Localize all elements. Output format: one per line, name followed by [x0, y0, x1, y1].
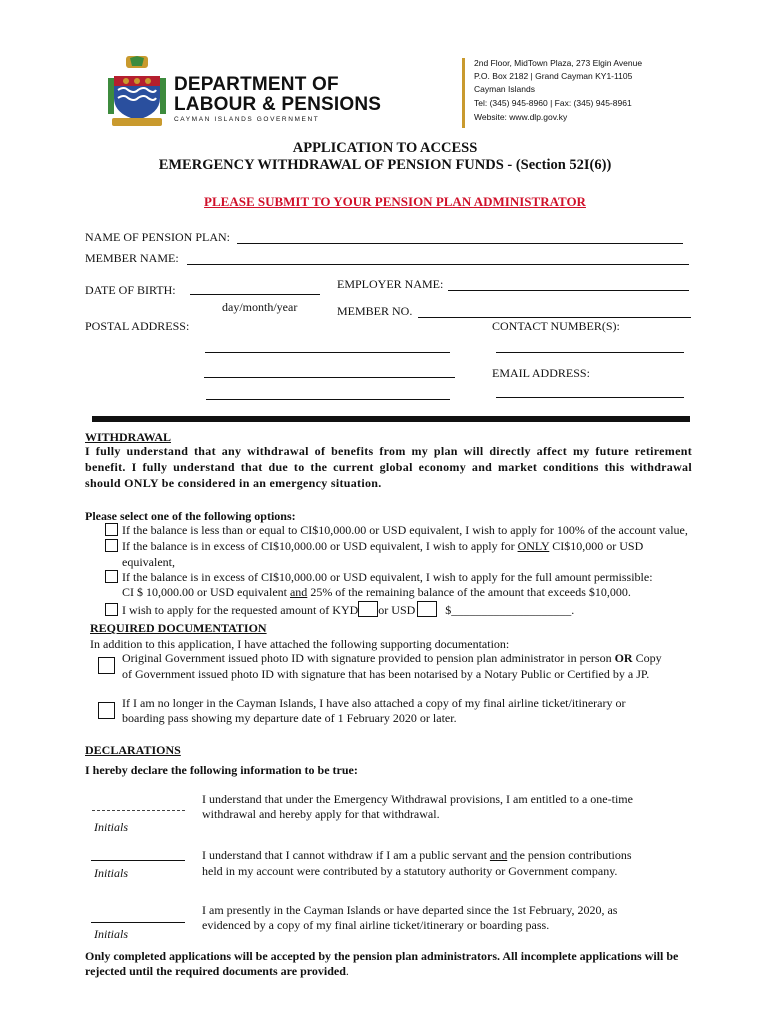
- declaration-2-text-b: the pension contributions: [507, 848, 632, 862]
- option-4-checkbox[interactable]: [105, 603, 118, 616]
- doc-2-checkbox[interactable]: [98, 702, 115, 719]
- option-3-continued: [122, 585, 631, 600]
- doc-1-text-b: Copy: [632, 651, 662, 665]
- department-subtitle: CAYMAN ISLANDS GOVERNMENT: [174, 116, 320, 123]
- department-name-line2: LABOUR & PENSIONS: [174, 94, 382, 115]
- employer-name-label: EMPLOYER NAME:: [337, 277, 444, 291]
- section-divider: [92, 416, 690, 422]
- withdrawal-heading: WITHDRAWAL: [85, 430, 172, 444]
- option-2-label: If the balance is in excess of CI$10,000.00 or USD equivalent, I wish to apply for: [122, 539, 518, 553]
- postal-address-field-2[interactable]: [204, 377, 455, 378]
- doc-1-text-a: Original Government issued photo ID with signature provided to pension plan administrator in person: [122, 651, 615, 665]
- pension-plan-field[interactable]: [237, 243, 683, 244]
- postal-address-label: POSTAL ADDRESS:: [85, 319, 190, 333]
- date-of-birth-hint: day/month/year: [222, 300, 298, 314]
- declarations-intro: I hereby declare the following information to be true:: [85, 763, 358, 777]
- doc-1-text-continued: of Government issued photo ID with signature that has been notarised by a Notary Public or Certified by a JP.: [122, 667, 650, 681]
- declaration-2-text-a: I understand that I cannot withdraw if I am a public servant: [202, 848, 490, 862]
- option-4-label: I wish to apply for the requested amount of KYD: [122, 603, 359, 617]
- declaration-2-and: and: [489, 848, 508, 862]
- doc-2-text: If I am no longer in the Cayman Islands, I have also attached a copy of my final airline ticket/itinerary or: [122, 696, 626, 710]
- email-address-label: EMAIL ADDRESS:: [492, 366, 590, 380]
- withdrawal-statement: I fully understand that any withdrawal of benefits from my plan will directly affect my future retirement benefit. I fully understand that due to the current global economy and market conditions this withdrawal should ONLY be considered in an emergency situation.: [85, 444, 692, 490]
- doc-1-text: [122, 651, 662, 666]
- member-name-label: MEMBER NAME:: [85, 251, 179, 265]
- email-address-field[interactable]: [496, 397, 684, 398]
- postal-address-field-1[interactable]: [205, 352, 450, 353]
- required-docs-intro: In addition to this application, I have attached the following supporting documentation:: [90, 637, 510, 651]
- initials-field-3[interactable]: [91, 922, 185, 923]
- options-heading: Please select one of the following options:: [85, 509, 296, 523]
- contact-number-field[interactable]: [496, 352, 684, 353]
- usd-amount-box[interactable]: [417, 601, 437, 617]
- option-3-label: If the balance is in excess of CI$10,000.00 or USD equivalent, I wish to apply for the full amount permissible:: [122, 570, 653, 584]
- option-3[interactable]: [105, 570, 653, 585]
- postal-address-field-3[interactable]: [206, 399, 450, 400]
- option-3-checkbox[interactable]: [105, 570, 118, 583]
- date-of-birth-label: DATE OF BIRTH:: [85, 283, 176, 297]
- option-3-text-b: 25% of the remaining balance of the amount that exceeds $10,000.: [307, 585, 631, 599]
- address-line1: 2nd Floor, MidTown Plaza, 273 Elgin Avenue: [474, 58, 643, 68]
- option-2-only: ONLY: [517, 539, 550, 553]
- option-1[interactable]: [105, 523, 688, 538]
- option-3-text-a: CI $ 10,000.00 or USD equivalent: [122, 585, 290, 599]
- pension-plan-label: NAME OF PENSION PLAN:: [85, 230, 231, 244]
- member-no-field[interactable]: [418, 317, 691, 318]
- option-3-and: and: [289, 585, 308, 599]
- kyd-amount-box[interactable]: [358, 601, 378, 617]
- phone-fax-line: Tel: (345) 945-8960 | Fax: (345) 945-8961: [474, 98, 632, 108]
- member-no-label: MEMBER NO.: [337, 304, 413, 318]
- option-2[interactable]: [105, 539, 643, 554]
- option-4-amount[interactable]: $____________________.: [445, 603, 575, 617]
- initials-field-2[interactable]: [91, 860, 185, 861]
- declarations-heading: DECLARATIONS: [85, 743, 181, 757]
- doc-2-text-continued: boarding pass showing my departure date of 1 February 2020 or later.: [122, 711, 457, 725]
- declaration-3-line1: I am presently in the Cayman Islands or have departed since the 1st February, 2020, as: [202, 903, 618, 917]
- declaration-3-line2: evidenced by a copy of my final airline ticket/itinerary or boarding pass.: [202, 918, 550, 932]
- initials-label-1: Initials: [94, 820, 129, 834]
- member-name-field[interactable]: [187, 264, 689, 265]
- header-divider: [462, 58, 465, 128]
- footer-note-line1: Only completed applications will be accepted by the pension plan administrators. All incomplete applications will be: [85, 949, 679, 963]
- option-2-checkbox[interactable]: [105, 539, 118, 552]
- footer-note-line2-text: rejected until the required documents are provided: [85, 964, 346, 978]
- website-line: Website: www.dlp.gov.ky: [474, 112, 568, 122]
- footer-period: .: [345, 964, 349, 978]
- initials-label-3: Initials: [94, 927, 129, 941]
- doc-1-checkbox[interactable]: [98, 657, 115, 674]
- contact-numbers-label: CONTACT NUMBER(S):: [492, 319, 620, 333]
- form-title-line1: APPLICATION TO ACCESS: [292, 140, 478, 156]
- submit-notice: PLEASE SUBMIT TO YOUR PENSION PLAN ADMINISTRATOR: [204, 194, 586, 209]
- form-title-line2: EMERGENCY WITHDRAWAL OF PENSION FUNDS - (Section 52I(6)): [158, 157, 612, 173]
- required-docs-heading: REQUIRED DOCUMENTATION: [90, 621, 267, 635]
- employer-name-field[interactable]: [448, 290, 689, 291]
- doc-1-or: OR: [614, 651, 633, 665]
- declaration-1-line2: withdrawal and hereby apply for that withdrawal.: [202, 807, 440, 821]
- option-2-continued: equivalent,: [122, 555, 175, 569]
- option-1-checkbox[interactable]: [105, 523, 118, 536]
- initials-label-2: Initials: [94, 866, 129, 880]
- footer-note-line2: [85, 964, 349, 979]
- option-2-label-end: CI$10,000 or USD: [549, 539, 644, 553]
- option-1-label: If the balance is less than or equal to CI$10,000.00 or USD equivalent, I wish to apply for 100% of the account value,: [122, 523, 688, 537]
- date-of-birth-field[interactable]: [190, 294, 320, 295]
- department-name-line1: DEPARTMENT OF: [174, 74, 339, 95]
- declaration-2-line1: [202, 848, 632, 863]
- initials-field-1[interactable]: [92, 810, 185, 811]
- declaration-1-line1: I understand that under the Emergency Withdrawal provisions, I am entitled to a one-time: [202, 792, 633, 806]
- option-4[interactable]: [105, 601, 574, 618]
- address-line2: P.O. Box 2182 | Grand Cayman KY1-1105: [474, 71, 633, 81]
- option-4-or: or USD: [378, 603, 416, 617]
- address-line3: Cayman Islands: [474, 84, 535, 94]
- crest-logo: [108, 56, 166, 128]
- declaration-2-line2: held in my account were contributed by a statutory authority or Government company.: [202, 864, 618, 878]
